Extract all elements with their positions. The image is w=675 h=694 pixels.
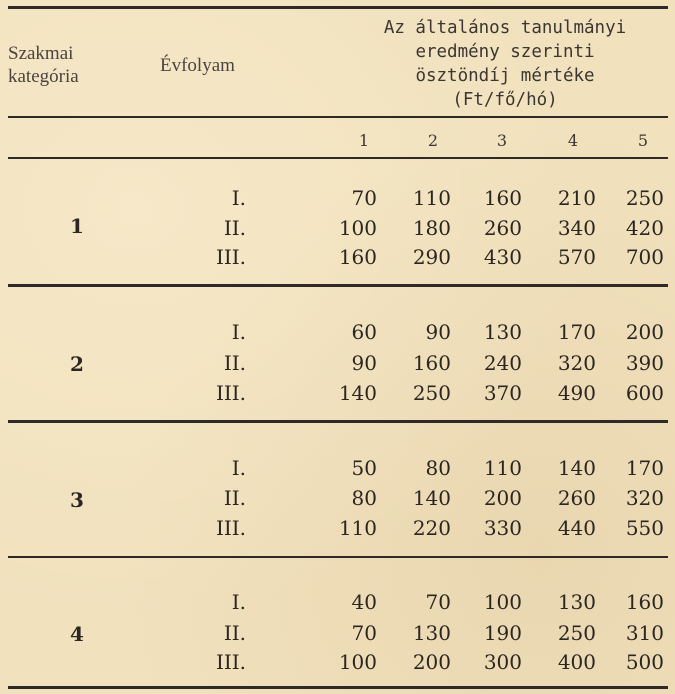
table-cell: 160 [338,245,377,269]
category-label: 3 [70,488,84,512]
group-1-rule [8,284,668,287]
table-cell: 490 [557,381,596,405]
table-cell: 70 [351,186,377,210]
column-number: 2 [427,131,439,150]
year-label: I. [231,456,246,480]
table-cell: 200 [483,486,522,510]
header-scholarship [340,16,670,112]
column-number-rule [8,157,668,159]
table-cell: 440 [557,516,596,540]
top-rule [8,6,668,9]
table-cell: 570 [557,245,596,269]
table-cell: 600 [625,381,664,405]
header-line: (Ft/fő/hó) [452,90,558,110]
table-cell: 170 [557,320,596,344]
table-cell: 260 [483,216,522,240]
table-cell: 420 [625,216,664,240]
table-cell: 40 [351,590,377,614]
year-label: III. [215,245,246,269]
column-number: 1 [358,131,370,150]
table-cell: 50 [351,456,377,480]
year-label: II. [223,216,246,240]
table-cell: 330 [483,516,522,540]
table-cell: 250 [557,621,596,645]
table-cell: 110 [412,186,451,210]
table-cell: 100 [338,650,377,674]
table-cell: 160 [483,186,522,210]
table-cell: 260 [557,486,596,510]
header-line: eredmény szerinti [415,42,595,62]
group-2-rule [8,420,668,423]
table-cell: 550 [625,516,664,540]
year-label: III. [215,650,246,674]
header-line: Az általános tanulmányi [383,18,627,38]
table-cell: 250 [412,381,451,405]
table-cell: 110 [483,456,522,480]
table-cell: 190 [483,621,522,645]
year-label: III. [215,516,246,540]
table-cell: 210 [557,186,596,210]
year-label: I. [231,320,246,344]
table-cell: 220 [412,516,451,540]
category-label: 2 [70,352,84,376]
table-cell: 500 [625,650,664,674]
table-cell: 80 [425,456,451,480]
table-cell: 200 [625,320,664,344]
year-label: II. [223,621,246,645]
table-cell: 700 [625,245,664,269]
table-cell: 400 [557,650,596,674]
table-cell: 290 [412,245,451,269]
table-cell: 320 [557,351,596,375]
table-cell: 310 [625,621,664,645]
column-number: 4 [567,131,579,150]
table-cell: 160 [412,351,451,375]
table-cell: 160 [625,590,664,614]
table-cell: 110 [338,516,377,540]
year-label: II. [223,351,246,375]
table-cell: 200 [412,650,451,674]
table-cell: 90 [351,351,377,375]
header-category: Szakmai kategória [8,43,79,87]
table-cell: 250 [625,186,664,210]
table-cell: 240 [483,351,522,375]
table-cell: 100 [483,590,522,614]
header-line: ösztöndíj mértéke [415,66,595,86]
table-cell: 130 [557,590,596,614]
year-label: I. [231,186,246,210]
table-cell: 340 [557,216,596,240]
category-label: 1 [70,214,84,238]
column-number: 5 [637,131,649,150]
table-cell: 100 [338,216,377,240]
table-cell: 140 [412,486,451,510]
year-label: II. [223,486,246,510]
table-cell: 90 [425,320,451,344]
table-cell: 130 [483,320,522,344]
year-label: I. [231,590,246,614]
bottom-rule [8,686,668,689]
year-label: III. [215,381,246,405]
table-cell: 80 [351,486,377,510]
header-year: Évfolyam [160,55,235,76]
category-label: 4 [70,622,84,646]
table-cell: 60 [351,320,377,344]
table-cell: 300 [483,650,522,674]
table-cell: 370 [483,381,522,405]
table-cell: 70 [425,590,451,614]
table-cell: 140 [557,456,596,480]
table-cell: 320 [625,486,664,510]
table-cell: 140 [338,381,377,405]
group-3-rule [8,556,668,558]
table-cell: 170 [625,456,664,480]
table-cell: 70 [351,621,377,645]
table-cell: 180 [412,216,451,240]
table-cell: 130 [412,621,451,645]
table-cell: 390 [625,351,664,375]
column-number: 3 [496,131,508,150]
header-rule [8,116,668,118]
table-cell: 430 [483,245,522,269]
